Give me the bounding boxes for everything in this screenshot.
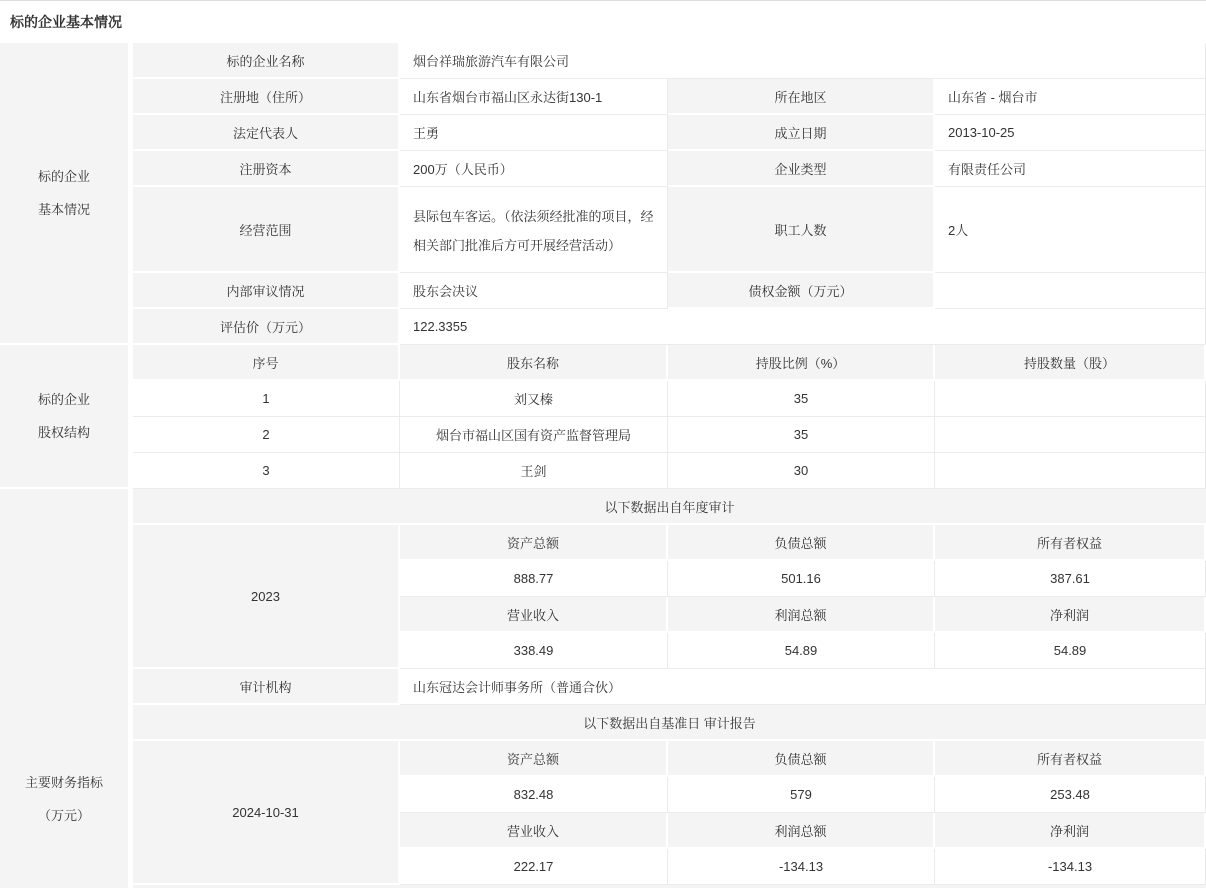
reg-address-value: 山东省烟台市福山区永达街130-1 bbox=[400, 79, 668, 115]
company-type-value: 有限责任公司 bbox=[935, 151, 1206, 187]
company-name-value: 烟台祥瑞旅游汽车有限公司 bbox=[400, 43, 1206, 79]
business-scope-label: 经营范围 bbox=[133, 187, 400, 273]
net-profit-header: 净利润 bbox=[935, 597, 1206, 633]
assets-total-value: 888.77 bbox=[400, 561, 668, 597]
profit-total-header: 利润总额 bbox=[668, 813, 935, 849]
equity-header-shares: 持股数量（股） bbox=[935, 345, 1206, 381]
table-row bbox=[0, 79, 1206, 115]
shareholder-ratio: 35 bbox=[668, 417, 935, 453]
owners-equity-value: 253.48 bbox=[935, 777, 1206, 813]
shareholder-name: 烟台市福山区国有资产监督管理局 bbox=[400, 417, 668, 453]
shareholder-shares bbox=[935, 453, 1206, 489]
table-row bbox=[0, 489, 1206, 525]
legal-rep-value: 王勇 bbox=[400, 115, 668, 151]
equity-header-no: 序号 bbox=[133, 345, 400, 381]
internal-review-label: 内部审议情况 bbox=[133, 273, 400, 309]
section-label-line: （万元） bbox=[37, 807, 90, 823]
enterprise-info-table bbox=[0, 43, 1206, 888]
company-name-label: 标的企业名称 bbox=[133, 43, 400, 79]
section-label-equity-structure bbox=[0, 345, 133, 489]
table-row bbox=[0, 741, 1206, 777]
appraisal-price-label: 评估价（万元） bbox=[133, 309, 400, 345]
period-2023-label: 2023 bbox=[133, 525, 400, 669]
established-date-value: 2013-10-25 bbox=[935, 115, 1206, 151]
liabilities-total-value: 579 bbox=[668, 777, 935, 813]
region-label: 所在地区 bbox=[668, 79, 935, 115]
revenue-value: 222.17 bbox=[400, 849, 668, 885]
assets-total-header: 资产总额 bbox=[400, 525, 668, 561]
shareholder-ratio: 30 bbox=[668, 453, 935, 489]
creditor-amount-label: 债权金额（万元） bbox=[668, 273, 935, 309]
section-label-financial-indicators bbox=[0, 489, 133, 888]
shareholder-ratio: 35 bbox=[668, 381, 935, 417]
owners-equity-header: 所有者权益 bbox=[935, 741, 1206, 777]
reg-capital-value: 200万（人民币） bbox=[400, 151, 668, 187]
revenue-header: 营业收入 bbox=[400, 813, 668, 849]
section-label-line: 股权结构 bbox=[37, 425, 90, 440]
baseline-audit-note: 以下数据出自基准日 审计报告 bbox=[133, 705, 1206, 741]
shareholder-name: 王剑 bbox=[400, 453, 668, 489]
page-title: 标的企业基本情况 bbox=[10, 14, 122, 30]
table-row bbox=[0, 345, 1206, 381]
section-label-line: 标的企业 bbox=[37, 392, 90, 407]
equity-header-name: 股东名称 bbox=[400, 345, 668, 381]
equity-header-ratio: 持股比例（%） bbox=[668, 345, 935, 381]
staff-count-value: 2人 bbox=[935, 187, 1206, 273]
profit-total-value: -134.13 bbox=[668, 849, 935, 885]
appraisal-price-value: 122.3355 bbox=[400, 309, 1206, 345]
section-label-basic-info bbox=[0, 43, 133, 345]
table-row bbox=[0, 151, 1206, 187]
shareholder-row bbox=[0, 417, 1206, 453]
business-scope-value: 县际包车客运。（依法须经批准的项目，经相关部门批准后方可开展经营活动） bbox=[400, 187, 668, 273]
shareholder-shares bbox=[935, 417, 1206, 453]
region-value: 山东省 - 烟台市 bbox=[935, 79, 1206, 115]
table-row bbox=[0, 115, 1206, 151]
table-row bbox=[0, 309, 1206, 345]
auditor-label: 审计机构 bbox=[133, 669, 400, 705]
section-label-line: 标的企业 bbox=[37, 169, 90, 184]
table-row bbox=[0, 705, 1206, 741]
section-label-line: 基本情况 bbox=[37, 202, 90, 217]
table-row bbox=[0, 187, 1206, 273]
owners-equity-header: 所有者权益 bbox=[935, 525, 1206, 561]
section-label-line: 主要财务指标 bbox=[24, 774, 103, 790]
profit-total-value: 54.89 bbox=[668, 633, 935, 669]
assets-total-value: 832.48 bbox=[400, 777, 668, 813]
table-row bbox=[0, 273, 1206, 309]
net-profit-value: -134.13 bbox=[935, 849, 1206, 885]
legal-rep-label: 法定代表人 bbox=[133, 115, 400, 151]
net-profit-header: 净利润 bbox=[935, 813, 1206, 849]
liabilities-total-value: 501.16 bbox=[668, 561, 935, 597]
period-2024-label: 2024-10-31 bbox=[133, 741, 400, 885]
creditor-amount-value bbox=[935, 273, 1206, 309]
table-row bbox=[0, 43, 1206, 79]
net-profit-value: 54.89 bbox=[935, 633, 1206, 669]
auditor-value: 山东冠达会计师事务所（普通合伙） bbox=[400, 669, 1206, 705]
shareholder-no: 1 bbox=[133, 381, 400, 417]
liabilities-total-header: 负债总额 bbox=[668, 741, 935, 777]
annual-audit-note: 以下数据出自年度审计 bbox=[133, 489, 1206, 525]
shareholder-shares bbox=[935, 381, 1206, 417]
table-row bbox=[0, 525, 1206, 561]
established-date-label: 成立日期 bbox=[668, 115, 935, 151]
owners-equity-value: 387.61 bbox=[935, 561, 1206, 597]
assets-total-header: 资产总额 bbox=[400, 741, 668, 777]
revenue-value: 338.49 bbox=[400, 633, 668, 669]
shareholder-row bbox=[0, 381, 1206, 417]
staff-count-label: 职工人数 bbox=[668, 187, 935, 273]
reg-capital-label: 注册资本 bbox=[133, 151, 400, 187]
profit-total-header: 利润总额 bbox=[668, 597, 935, 633]
revenue-header: 营业收入 bbox=[400, 597, 668, 633]
reg-address-label: 注册地（住所） bbox=[133, 79, 400, 115]
table-row bbox=[0, 669, 1206, 705]
shareholder-row bbox=[0, 453, 1206, 489]
shareholder-no: 2 bbox=[133, 417, 400, 453]
shareholder-name: 刘又榛 bbox=[400, 381, 668, 417]
internal-review-value: 股东会决议 bbox=[400, 273, 668, 309]
liabilities-total-header: 负债总额 bbox=[668, 525, 935, 561]
company-type-label: 企业类型 bbox=[668, 151, 935, 187]
shareholder-no: 3 bbox=[133, 453, 400, 489]
